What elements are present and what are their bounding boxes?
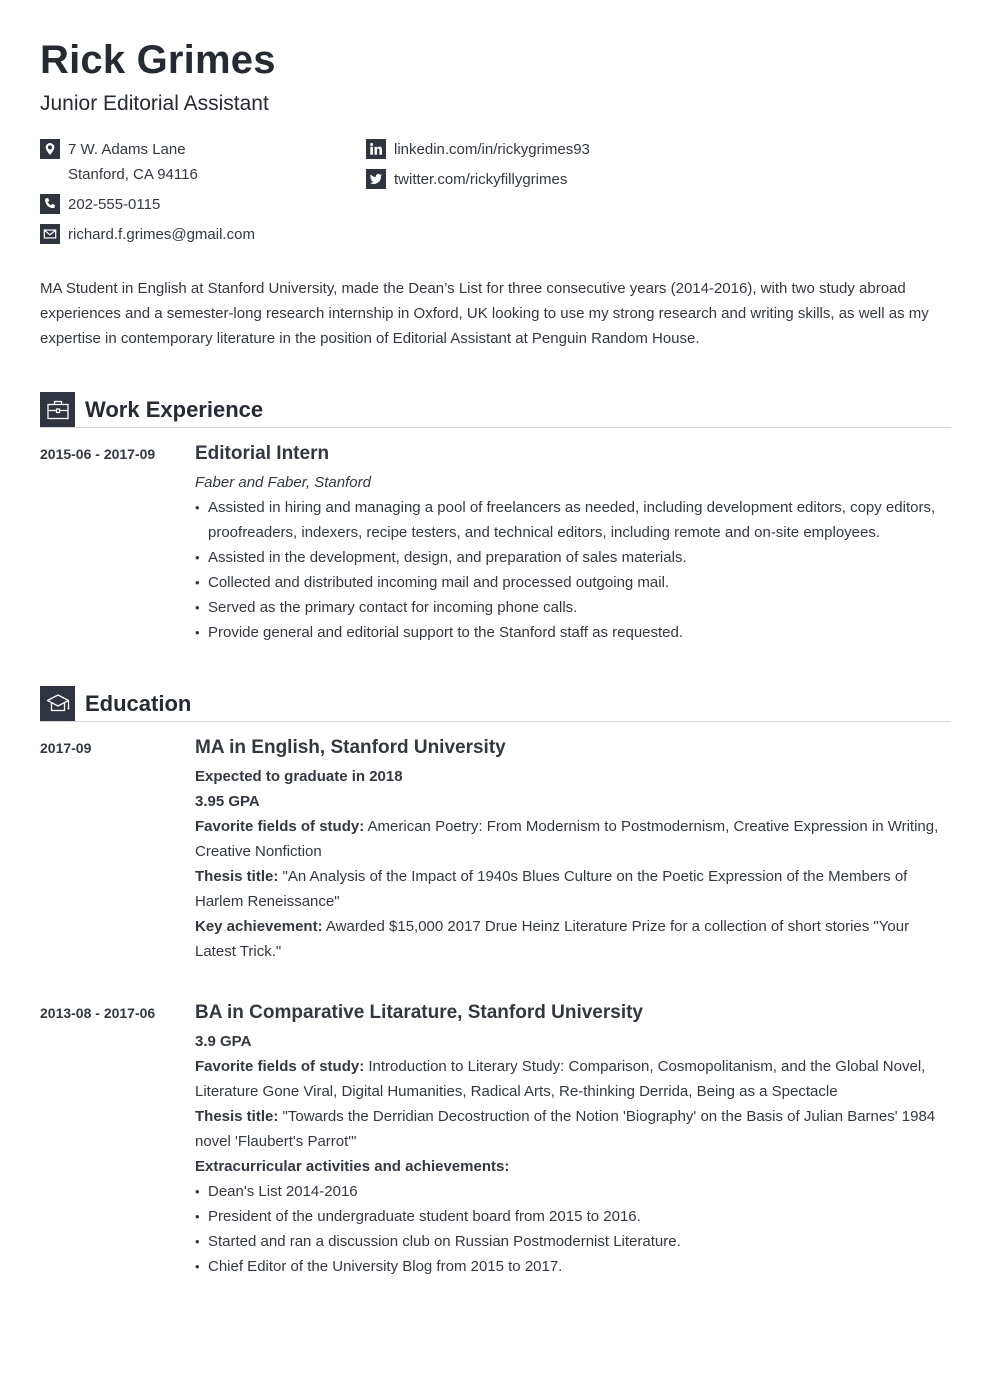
thesis <box>195 864 951 914</box>
address-line-2: Stanford, CA 94116 <box>68 166 198 183</box>
work-date: 2015-06 - 2017-09 <box>40 446 156 462</box>
fields-value: American Poetry: From Modernism to Postmodernism, Creative Expression in Writing, Creative Nonfiction <box>195 818 939 860</box>
gpa: 3.95 GPA <box>195 793 260 810</box>
list-item: • Collected and distributed incoming mail and processed outgoing mail. <box>195 570 951 595</box>
linkedin-icon <box>366 139 386 159</box>
twitter-icon <box>366 169 386 189</box>
section-header-work <box>40 392 951 428</box>
thesis-value: "Towards the Derridian Decostruction of the Notion 'Biography' on the Basis of Julian Barnes' 1984 novel 'Flaubert's Parrot'" <box>195 1108 936 1150</box>
twitter-text[interactable]: twitter.com/rickyfillygrimes <box>394 171 568 188</box>
section-header-education <box>40 686 951 722</box>
degree-title: BA in Comparative Litarature, Stanford University <box>195 1002 644 1023</box>
map-pin-icon <box>40 139 60 159</box>
graduation-cap-icon <box>40 686 75 721</box>
thesis-label: Thesis title: <box>195 868 279 885</box>
key-achievement <box>195 914 951 964</box>
education-date: 2017-09 <box>40 740 92 756</box>
fields-of-study <box>195 1054 951 1104</box>
fields-of-study <box>195 814 951 864</box>
envelope-icon <box>40 224 60 244</box>
expected-graduation: Expected to graduate in 2018 <box>195 768 403 785</box>
phone-icon <box>40 194 60 214</box>
education-body <box>195 1000 951 1279</box>
email-text[interactable]: richard.f.grimes@gmail.com <box>68 226 255 243</box>
fields-value: Introduction to Literary Study: Comparison, Cosmopolitanism, and the Global Novel, Literature Gone Viral, Digital Humanities, Radical Arts, Re-thinking Derrida, Being as a Spectacle <box>195 1058 926 1100</box>
contact-column-left <box>40 137 255 252</box>
contact-column-right <box>366 137 590 197</box>
list-item: • Chief Editor of the University Blog from 2015 to 2017. <box>195 1254 951 1279</box>
fields-label: Favorite fields of study: <box>195 818 365 835</box>
list-item: • Dean's List 2014-2016 <box>195 1179 951 1204</box>
fields-label: Favorite fields of study: <box>195 1058 365 1075</box>
thesis-value: "An Analysis of the Impact of 1940s Blues Culture on the Poetic Expression of the Members of Harlem Reneissance" <box>195 868 908 910</box>
list-item: • Assisted in the development, design, and preparation of sales materials. <box>195 545 951 570</box>
extracurricular-list <box>195 1179 951 1279</box>
job-title: Editorial Intern <box>195 443 330 464</box>
candidate-title: Junior Editorial Assistant <box>40 92 269 115</box>
extracurricular-label: Extracurricular activities and achievements: <box>195 1158 510 1175</box>
list-item: • President of the undergraduate student board from 2015 to 2016. <box>195 1204 951 1229</box>
briefcase-icon <box>40 392 75 427</box>
contact-email <box>40 222 255 247</box>
thesis-label: Thesis title: <box>195 1108 279 1125</box>
thesis <box>195 1104 951 1154</box>
profile-summary: MA Student in English at Stanford University, made the Dean’s List for three consecutive years (2014-2016), with two study abroad experiences and a semester-long research internship in Oxford, UK looking to use my strong research and writing skills, as well as my expertise in contemporary literature in the position of Editorial Assistant at Penguin Random House. <box>40 280 929 347</box>
achievement-label: Key achievement: <box>195 918 323 935</box>
address-line-1: 7 W. Adams Lane <box>68 141 186 158</box>
gpa: 3.9 GPA <box>195 1033 252 1050</box>
list-item: • Assisted in hiring and managing a pool of freelancers as needed, including development editors, copy editors, proofreaders, indexers, recipe testers, and technical editors, including remote and on-site employees. <box>195 495 951 545</box>
work-body <box>195 441 951 645</box>
degree-title: MA in English, Stanford University <box>195 737 506 758</box>
company-name: Faber and Faber, Stanford <box>195 474 371 491</box>
contact-address <box>40 137 255 187</box>
section-title-education: Education <box>85 691 192 716</box>
contact-phone <box>40 192 255 217</box>
linkedin-text[interactable]: linkedin.com/in/rickygrimes93 <box>394 141 590 158</box>
contact-linkedin <box>366 137 590 162</box>
list-item: • Served as the primary contact for incoming phone calls. <box>195 595 951 620</box>
section-title-work: Work Experience <box>85 397 264 422</box>
contact-twitter <box>366 167 590 192</box>
education-body <box>195 735 951 964</box>
phone-text[interactable]: 202-555-0115 <box>68 196 161 213</box>
list-item: • Started and ran a discussion club on Russian Postmodernist Literature. <box>195 1229 951 1254</box>
education-date: 2013-08 - 2017-06 <box>40 1005 156 1021</box>
candidate-name: Rick Grimes <box>40 38 276 82</box>
list-item: • Provide general and editorial support to the Stanford staff as requested. <box>195 620 951 645</box>
achievement-value: Awarded $15,000 2017 Drue Heinz Literature Prize for a collection of short stories "Your Latest Trick." <box>195 918 910 960</box>
work-bullets <box>195 495 951 645</box>
